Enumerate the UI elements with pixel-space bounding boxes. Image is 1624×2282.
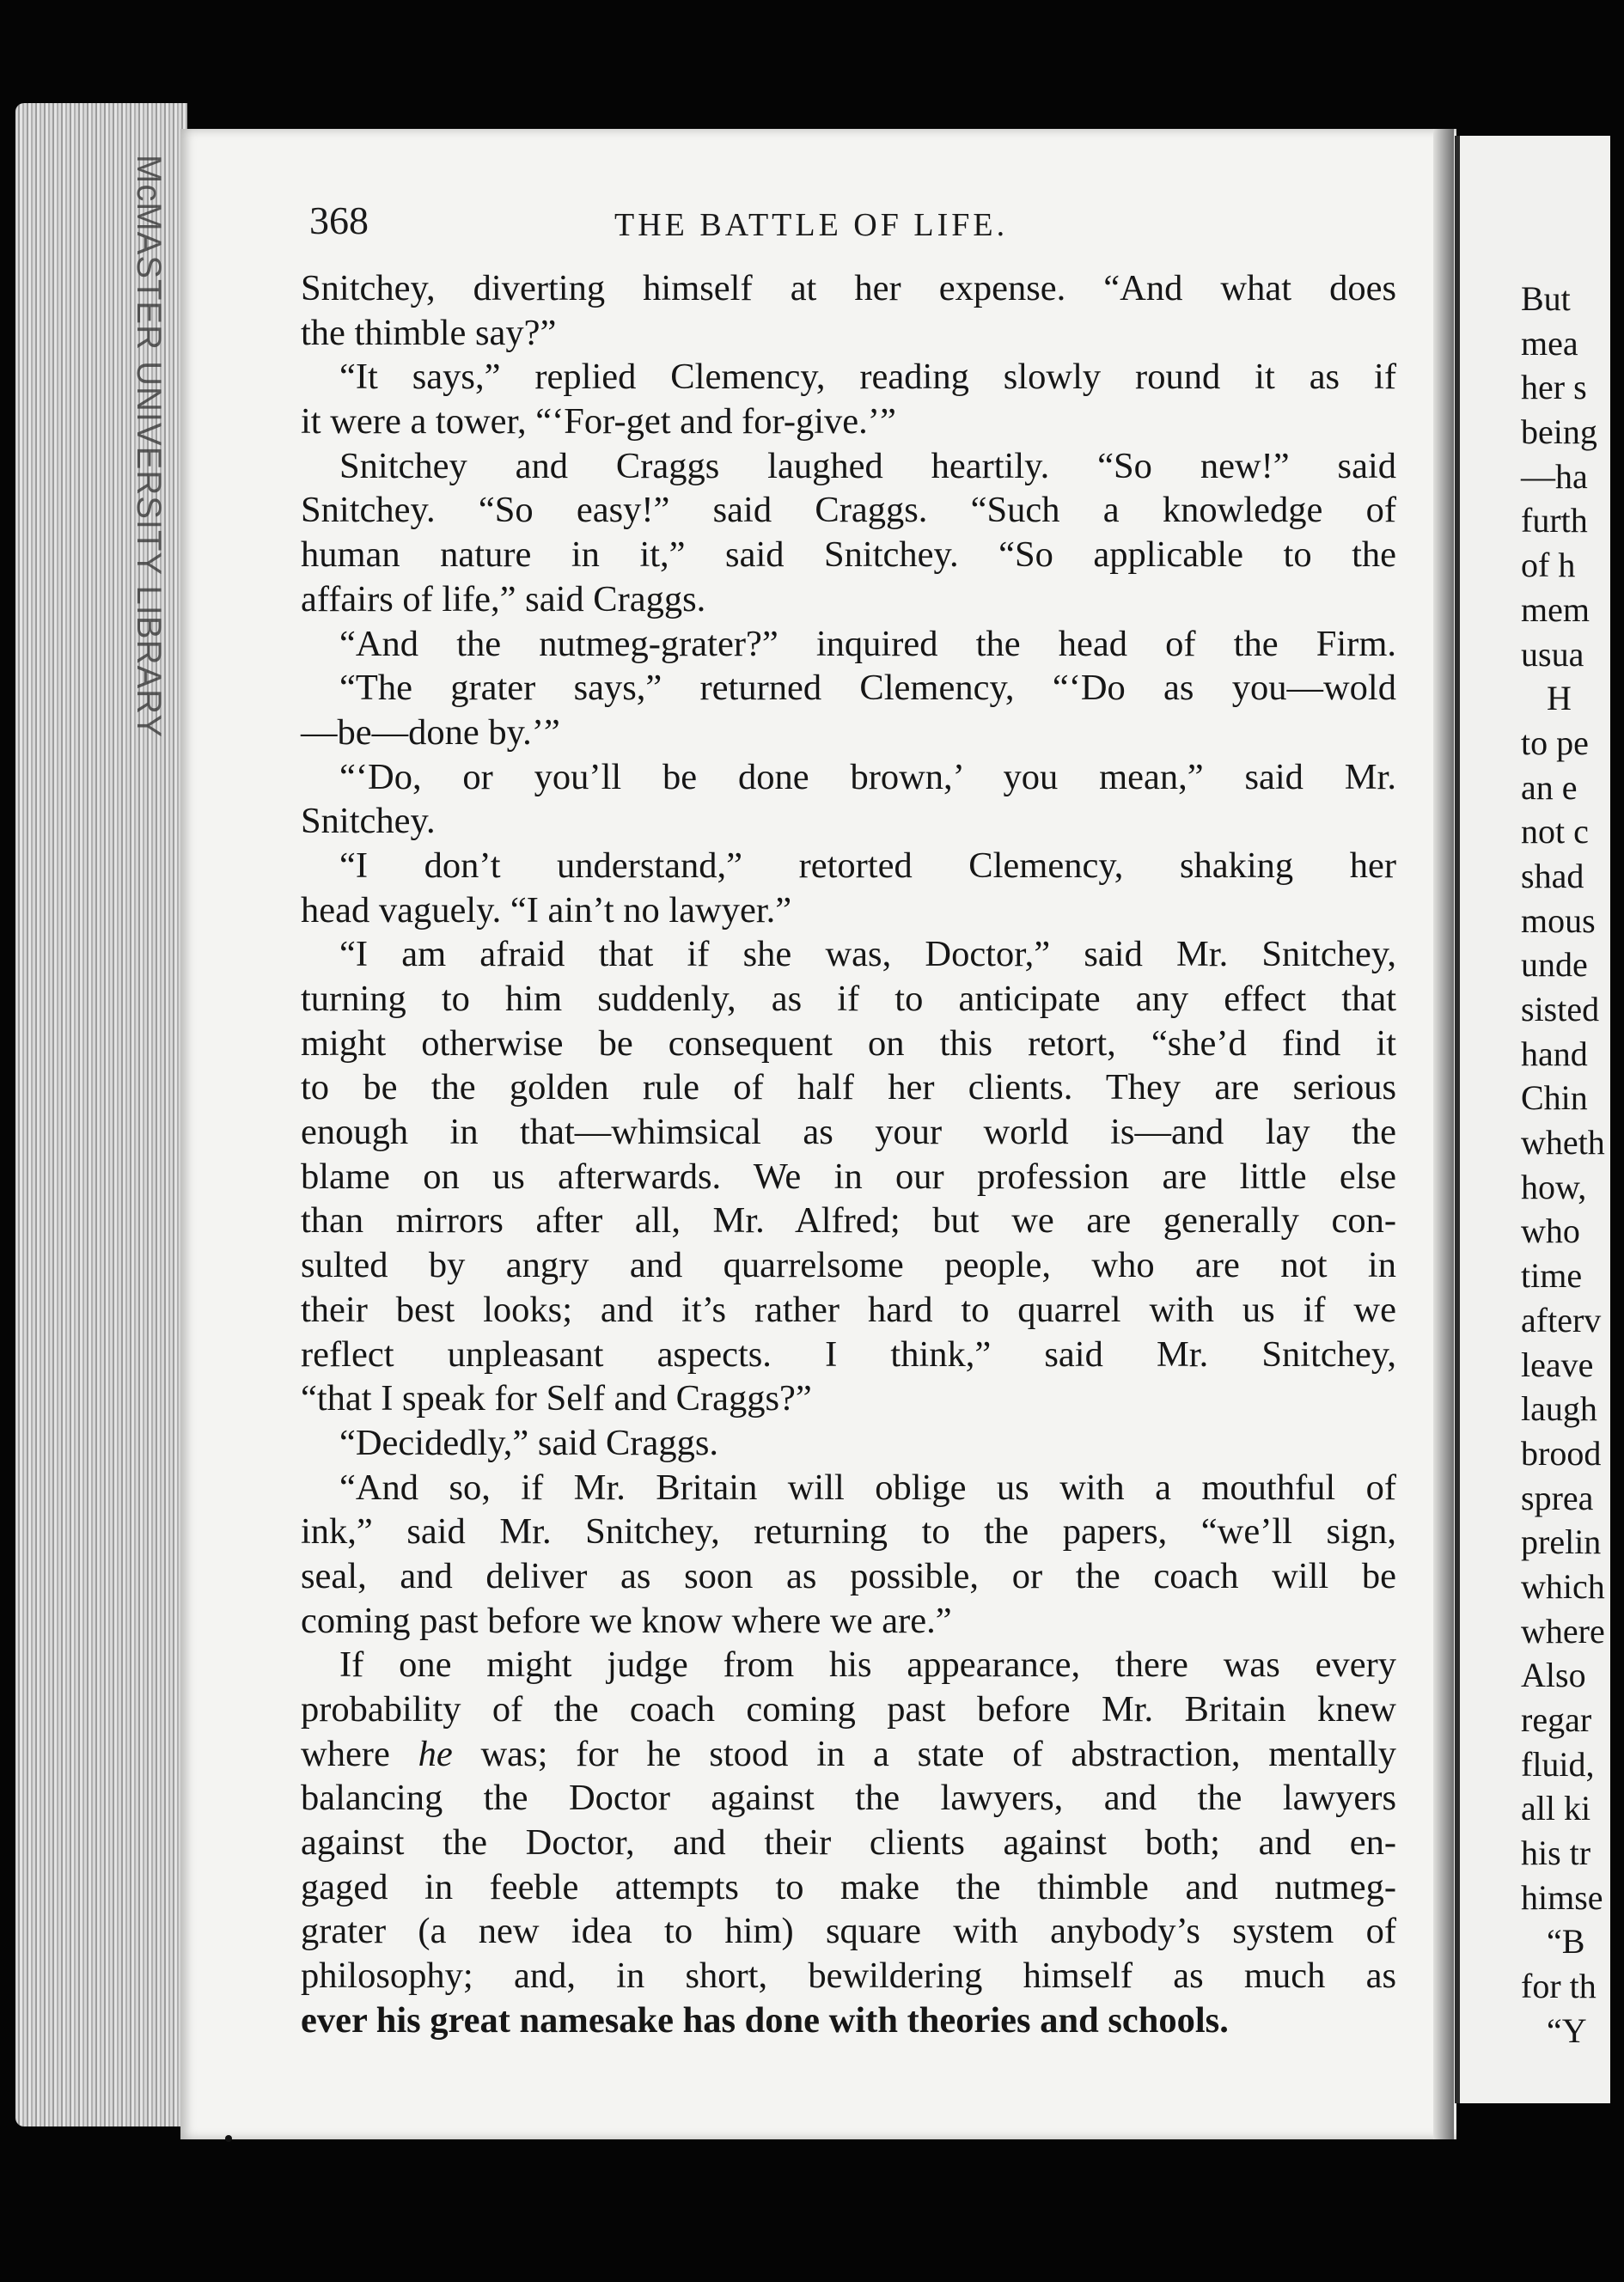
fragment-line: unde — [1521, 945, 1588, 985]
fragment-line: sisted — [1521, 990, 1600, 1028]
text-line — [301, 1732, 1396, 1777]
text-line: philosophy; and, in short, bewildering himself as much as — [301, 1956, 1396, 1997]
fragment-line: afterv — [1521, 1300, 1602, 1339]
fragment-line: himse — [1521, 1877, 1603, 1917]
text-line: probability of the coach coming past before Mr. Britain knew — [301, 1689, 1396, 1730]
text-line: affairs of life,” said Craggs. — [301, 578, 706, 619]
text-line: “‘Do, or you’ll be done brown,’ you mean,” said Mr. — [339, 756, 1396, 797]
fragment-line: being — [1521, 412, 1597, 452]
fragment-line: prelin — [1521, 1522, 1602, 1562]
text-line: sulted by angry and quarrelsome people, who are not in — [301, 1245, 1396, 1286]
fragment-line: leave — [1521, 1345, 1594, 1384]
text-line: enough in that—whimsical as your world is—and lay the — [301, 1112, 1396, 1153]
text-line: ink,” said Mr. Snitchey, returning to the papers, “we’ll sign, — [301, 1511, 1396, 1553]
text-line: balancing the Doctor against the lawyers, and the lawyers — [301, 1778, 1396, 1819]
body-text — [301, 266, 1396, 2043]
text-line: turning to him suddenly, as if to anticipate any effect that — [301, 979, 1396, 1019]
text-line: the thimble say?” — [301, 312, 557, 353]
text-line: Snitchey, diverting himself at her expense. “And what does — [301, 268, 1396, 308]
fragment-line: to pe — [1521, 723, 1589, 762]
fragment-line: mea — [1521, 323, 1578, 363]
fragment-line: who — [1521, 1211, 1580, 1251]
fragment-line: mous — [1521, 900, 1596, 940]
text-line: it were a tower, “‘For-get and for-give.’” — [301, 401, 896, 442]
fragment-line: which — [1521, 1566, 1605, 1606]
right-page-text-fragments — [1521, 277, 1624, 2053]
fragment-line: how, — [1521, 1167, 1587, 1206]
fragment-line: mem — [1521, 589, 1590, 629]
fragment-line: hand — [1521, 1034, 1588, 1073]
page-number: 368 — [309, 198, 369, 242]
text-line: “And so, if Mr. Britain will oblige us with a mouthful of — [339, 1467, 1396, 1508]
fragment-line: his tr — [1521, 1834, 1591, 1873]
text-line: coming past before we know where we are.” — [301, 1600, 952, 1641]
fragment-line: of h — [1521, 546, 1576, 585]
text-segment: where — [301, 1733, 418, 1774]
book-gutter — [1433, 129, 1454, 2139]
fragment-line: H — [1547, 679, 1572, 718]
text-line: than mirrors after all, Mr. Alfred; but we are generally con- — [301, 1200, 1396, 1242]
fragment-line: regar — [1521, 1700, 1592, 1739]
text-line: gaged in feeble attempts to make the thimble and nutmeg- — [301, 1866, 1396, 1907]
text-line: “that I speak for Self and Craggs?” — [301, 1378, 812, 1419]
library-stamp: McMASTER UNIVERSITY LIBRARY — [130, 155, 168, 738]
text-line: to be the golden rule of half her clients. They are serious — [301, 1067, 1396, 1108]
fragment-line: brood — [1521, 1433, 1602, 1473]
text-line: grater (a new idea to him) square with anybody’s system of — [301, 1911, 1396, 1952]
fragment-line: But — [1521, 279, 1571, 318]
fragment-line: usua — [1521, 634, 1584, 674]
text-line: human nature in it,” said Snitchey. “So applicable to the — [301, 534, 1396, 576]
text-line: Snitchey. “So easy!” said Craggs. “Such a knowledge of — [301, 490, 1396, 531]
fragment-line: furth — [1521, 501, 1588, 540]
fragment-line: her s — [1521, 368, 1587, 407]
fragment-line: “Y — [1547, 2010, 1587, 2050]
italic-word: he — [418, 1733, 453, 1774]
text-line: “I don’t understand,” retorted Clemency, shaking her — [339, 845, 1396, 886]
fragment-line: wheth — [1521, 1123, 1605, 1162]
fragment-line: fluid, — [1521, 1744, 1595, 1784]
fragment-line: an e — [1521, 767, 1578, 807]
fragment-line: not c — [1521, 812, 1589, 851]
text-line: seal, and deliver as soon as possible, or the coach will be — [301, 1555, 1396, 1596]
text-line: “The grater says,” returned Clemency, “‘Do as you—wold — [339, 668, 1396, 709]
text-line: might otherwise be consequent on this retort, “she’d find it — [301, 1022, 1396, 1064]
running-title: THE BATTLE OF LIFE. — [614, 207, 1009, 243]
running-head — [309, 198, 1426, 249]
text-line: Snitchey and Craggs laughed heartily. “So new!” said — [339, 445, 1396, 486]
text-segment: was; for he stood in a state of abstraction, mentally — [452, 1733, 1396, 1774]
text-line: reflect unpleasant aspects. I think,” said Mr. Snitchey, — [301, 1333, 1396, 1375]
text-line: “Decidedly,” said Craggs. — [339, 1422, 718, 1463]
text-line: blame on us afterwards. We in our profession are little else — [301, 1156, 1396, 1197]
text-line: “It says,” replied Clemency, reading slowly round it as if — [339, 357, 1396, 398]
fragment-line: —ha — [1521, 456, 1588, 496]
text-line: —be—done by.’” — [301, 711, 560, 753]
text-line: head vaguely. “I ain’t no lawyer.” — [301, 889, 792, 930]
fragment-line: “B — [1547, 1922, 1585, 1962]
text-line: ever his great namesake has done with theories and schools. — [301, 1999, 1229, 2041]
fragment-line: shad — [1521, 856, 1584, 895]
text-line: Snitchey. — [301, 801, 436, 842]
ink-speck — [225, 2135, 232, 2142]
text-line: If one might judge from his appearance, there was every — [339, 1644, 1396, 1686]
text-line: “I am afraid that if she was, Doctor,” said Mr. Snitchey, — [339, 934, 1396, 975]
text-line: their best looks; and it’s rather hard to quarrel with us if we — [301, 1289, 1396, 1330]
fragment-line: Also — [1521, 1656, 1586, 1695]
fragment-line: Chin — [1521, 1078, 1588, 1118]
text-line: “And the nutmeg-grater?” inquired the head of the Firm. — [339, 623, 1396, 664]
text-line: against the Doctor, and their clients against both; and en- — [301, 1822, 1396, 1864]
fragment-line: for th — [1521, 1967, 1597, 2006]
fragment-line: time — [1521, 1256, 1583, 1296]
fragment-line: where — [1521, 1611, 1605, 1650]
fragment-line: sprea — [1521, 1478, 1594, 1517]
fragment-line: laugh — [1521, 1389, 1597, 1429]
fragment-line: all ki — [1521, 1789, 1591, 1828]
